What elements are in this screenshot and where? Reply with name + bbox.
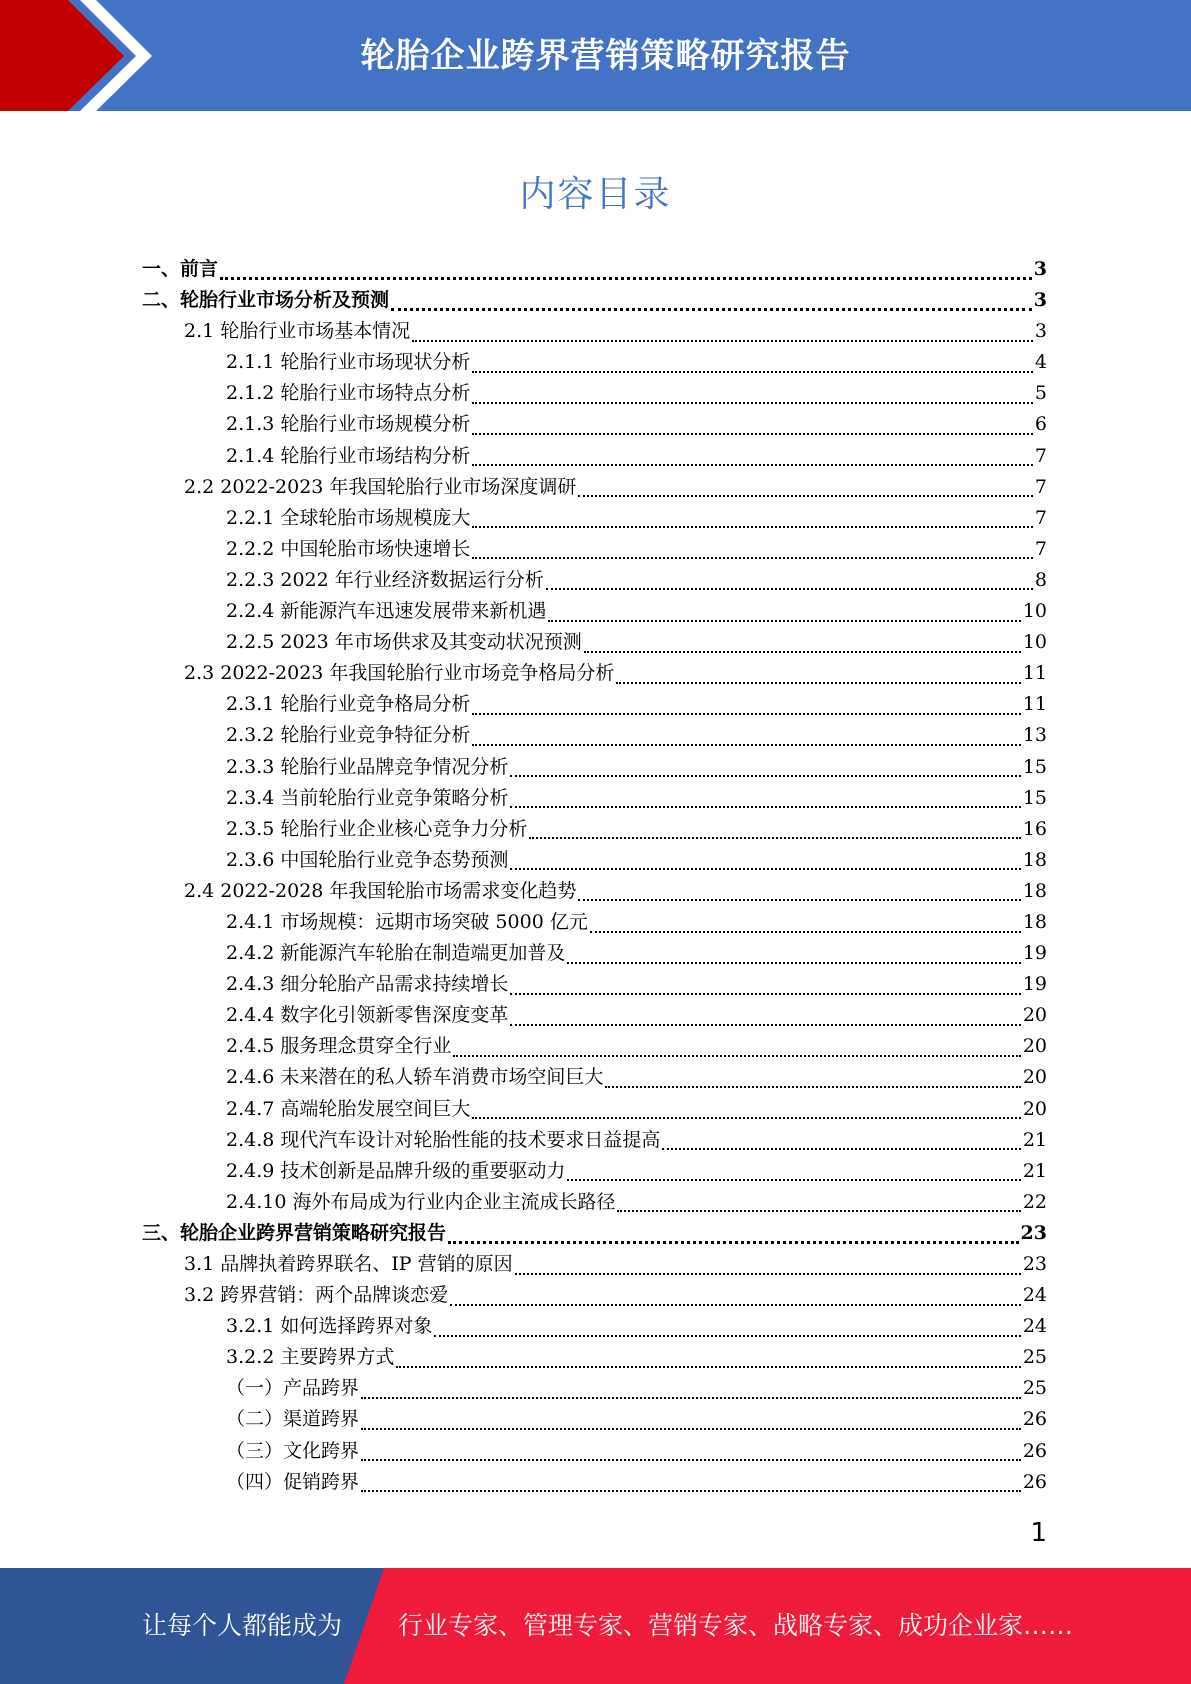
toc-entry[interactable] — [142, 783, 1047, 814]
toc-dot-leader — [578, 899, 1020, 901]
toc-entry-page: 7 — [1034, 537, 1047, 560]
toc-entry[interactable] — [142, 1187, 1047, 1218]
toc-dot-leader — [361, 1490, 1021, 1492]
toc-entry[interactable] — [142, 596, 1047, 627]
footer-slogan-right: 行业专家、管理专家、营销专家、战略专家、成功企业家…… — [398, 1611, 1074, 1640]
toc-entry[interactable] — [142, 845, 1047, 876]
toc-dot-leader — [616, 682, 1020, 684]
toc-entry-title: 二、轮胎行业市场分析及预测 — [142, 289, 390, 312]
toc-entry-title: 3.2.1 如何选择跨界对象 — [226, 1315, 433, 1338]
toc-dot-leader — [412, 340, 1033, 342]
toc-entry[interactable] — [142, 441, 1047, 472]
toc-dot-leader — [361, 1397, 1021, 1399]
toc-entry-title: （三）文化跨界 — [226, 1439, 360, 1462]
toc-entry-page: 20 — [1022, 1035, 1047, 1058]
toc-entry[interactable] — [142, 1094, 1047, 1125]
toc-entry-title: 3.2.2 主要跨界方式 — [226, 1346, 395, 1369]
toc-dot-leader — [450, 1304, 1021, 1306]
toc-entry-title: 2.1 轮胎行业市场基本情况 — [184, 320, 411, 343]
toc-dot-leader — [472, 464, 1033, 466]
toc-entry-title: 2.3.4 当前轮胎行业竞争策略分析 — [226, 786, 509, 809]
toc-entry-page: 3 — [1033, 289, 1047, 312]
toc-entry-title: 2.2 2022-2023 年我国轮胎行业市场深度调研 — [184, 475, 577, 498]
toc-dot-leader — [448, 1241, 1019, 1244]
toc-entry[interactable] — [142, 254, 1047, 285]
toc-entry[interactable] — [142, 1125, 1047, 1156]
toc-entry[interactable] — [142, 1404, 1047, 1435]
toc-dot-leader — [434, 1335, 1020, 1337]
toc-entry-title: 2.1.4 轮胎行业市场结构分析 — [226, 444, 471, 467]
toc-dot-leader — [472, 713, 1020, 715]
page-number: 1 — [1030, 1518, 1047, 1548]
toc-entry-page: 5 — [1034, 382, 1047, 405]
toc-entry-page: 23 — [1020, 1221, 1047, 1244]
toc-entry-title: 2.4.4 数字化引领新零售深度变革 — [226, 1004, 509, 1027]
toc-entry[interactable] — [142, 378, 1047, 409]
toc-entry-page: 4 — [1034, 351, 1047, 374]
toc-dot-leader — [361, 1428, 1021, 1430]
toc-entry-page: 13 — [1022, 724, 1047, 747]
toc-dot-leader — [396, 1366, 1020, 1368]
toc-entry-title: 2.3.1 轮胎行业竞争格局分析 — [226, 693, 471, 716]
toc-entry-page: 7 — [1034, 444, 1047, 467]
toc-dot-leader — [510, 775, 1020, 777]
toc-entry-page: 18 — [1022, 879, 1047, 902]
toc-entry-title: 2.4.10 海外布局成为行业内企业主流成长路径 — [226, 1190, 616, 1213]
toc-dot-leader — [617, 1210, 1020, 1212]
toc-dot-leader — [510, 1024, 1020, 1026]
toc-entry-title: 2.3.5 轮胎行业企业核心竞争力分析 — [226, 817, 528, 840]
toc-entry[interactable] — [142, 1342, 1047, 1373]
table-of-contents — [142, 254, 1047, 1498]
toc-entry[interactable] — [142, 503, 1047, 534]
toc-dot-leader — [472, 744, 1020, 746]
toc-entry-page: 24 — [1022, 1284, 1047, 1307]
toc-dot-leader — [453, 1055, 1020, 1057]
toc-entry-page: 19 — [1022, 973, 1047, 996]
toc-entry-page: 20 — [1022, 1066, 1047, 1089]
toc-entry-page: 25 — [1022, 1377, 1047, 1400]
toc-entry[interactable] — [142, 876, 1047, 907]
toc-entry-page: 6 — [1034, 413, 1047, 436]
toc-entry[interactable] — [142, 907, 1047, 938]
toc-entry-title: 2.2.2 中国轮胎市场快速增长 — [226, 537, 471, 560]
toc-entry-page: 3 — [1034, 320, 1047, 343]
toc-entry-title: 2.4.3 细分轮胎产品需求持续增长 — [226, 973, 509, 996]
toc-entry-title: 3.1 品牌执着跨界联名、IP 营销的原因 — [184, 1253, 513, 1275]
page-header — [0, 0, 1191, 111]
toc-entry-page: 16 — [1022, 817, 1047, 840]
toc-entry-page: 24 — [1022, 1315, 1047, 1338]
toc-entry[interactable] — [142, 689, 1047, 720]
toc-entry[interactable] — [142, 1156, 1047, 1187]
toc-dot-leader — [472, 371, 1033, 373]
toc-entry[interactable] — [142, 1280, 1047, 1311]
toc-dot-leader — [605, 1086, 1020, 1088]
toc-entry[interactable] — [142, 1373, 1047, 1404]
toc-entry[interactable] — [142, 316, 1047, 347]
footer-slogan-left: 让每个人都能成为 — [142, 1611, 343, 1640]
toc-entry-page: 26 — [1022, 1408, 1047, 1431]
toc-entry[interactable] — [142, 285, 1047, 316]
toc-entry[interactable] — [142, 409, 1047, 440]
toc-entry-page: 20 — [1022, 1097, 1047, 1120]
toc-entry-page: 26 — [1022, 1470, 1047, 1493]
toc-dot-leader — [510, 806, 1020, 808]
toc-entry[interactable] — [142, 814, 1047, 845]
toc-entry-page: 21 — [1022, 1159, 1047, 1182]
toc-dot-leader — [590, 931, 1021, 933]
toc-entry-title: 2.1.2 轮胎行业市场特点分析 — [226, 382, 471, 405]
toc-entry[interactable] — [142, 658, 1047, 689]
toc-entry-page: 10 — [1022, 600, 1047, 623]
toc-entry[interactable] — [142, 1249, 1047, 1280]
toc-dot-leader — [662, 1148, 1020, 1150]
toc-entry[interactable] — [142, 472, 1047, 503]
toc-dot-leader — [584, 651, 1021, 653]
toc-entry-page: 15 — [1022, 786, 1047, 809]
toc-entry-title: 2.3 2022-2023 年我国轮胎行业市场竞争格局分析 — [184, 662, 615, 685]
toc-entry-title: 2.4 2022-2028 年我国轮胎市场需求变化趋势 — [184, 879, 577, 902]
toc-dot-leader — [578, 495, 1032, 497]
toc-entry-page: 8 — [1034, 568, 1047, 591]
toc-entry-title: 三、轮胎企业跨界营销策略研究报告 — [142, 1221, 447, 1244]
toc-dot-leader — [472, 526, 1033, 528]
toc-entry-title: 2.4.8 现代汽车设计对轮胎性能的技术要求日益提高 — [226, 1128, 661, 1151]
toc-entry-title: 2.4.5 服务理念贯穿全行业 — [226, 1035, 452, 1058]
toc-entry-page: 21 — [1022, 1128, 1047, 1151]
toc-entry-page: 18 — [1022, 848, 1047, 871]
toc-entry-title: 2.2.3 2022 年行业经济数据运行分析 — [226, 568, 544, 591]
toc-dot-leader — [472, 433, 1033, 435]
toc-entry-page: 11 — [1022, 693, 1047, 716]
toc-entry-title: 2.4.6 未来潜在的私人轿车消费市场空间巨大 — [226, 1066, 604, 1089]
toc-dot-leader — [567, 962, 1020, 964]
toc-dot-leader — [515, 1273, 1021, 1275]
toc-entry-title: 2.4.1 市场规模：远期市场突破 5000 亿元 — [226, 910, 588, 933]
toc-entry[interactable] — [142, 1218, 1047, 1249]
toc-entry-title: 一、前言 — [142, 258, 219, 280]
toc-entry[interactable] — [142, 565, 1047, 596]
toc-entry-title: 3.2 跨界营销：两个品牌谈恋爱 — [184, 1284, 449, 1307]
toc-entry-title: 2.4.7 高端轮胎发展空间巨大 — [226, 1097, 471, 1120]
toc-entry-title: 2.3.6 中国轮胎行业竞争态势预测 — [226, 848, 509, 871]
toc-entry-page: 3 — [1033, 258, 1047, 280]
toc-entry-page: 26 — [1022, 1439, 1047, 1462]
toc-entry[interactable] — [142, 347, 1047, 378]
toc-entry-page: 22 — [1022, 1190, 1047, 1213]
toc-dot-leader — [220, 277, 1032, 280]
report-title: 轮胎企业跨界营销策略研究报告 — [360, 36, 851, 76]
toc-entry-page: 7 — [1034, 506, 1047, 529]
toc-entry[interactable] — [142, 534, 1047, 565]
toc-entry-title: 2.1.3 轮胎行业市场规模分析 — [226, 413, 471, 436]
toc-entry-page: 18 — [1022, 910, 1047, 933]
toc-entry-page: 20 — [1022, 1004, 1047, 1027]
toc-entry-title: 2.2.1 全球轮胎市场规模庞大 — [226, 506, 471, 529]
toc-heading: 内容目录 — [519, 174, 672, 215]
toc-entry[interactable] — [142, 627, 1047, 658]
toc-entry-page: 19 — [1022, 942, 1047, 965]
toc-dot-leader — [529, 837, 1020, 839]
page-footer — [0, 1568, 1191, 1684]
toc-entry-title: 2.1.1 轮胎行业市场现状分析 — [226, 351, 471, 374]
toc-entry[interactable] — [142, 1031, 1047, 1062]
toc-dot-leader — [472, 557, 1033, 559]
toc-entry[interactable] — [142, 1436, 1047, 1467]
toc-entry[interactable] — [142, 938, 1047, 969]
toc-dot-leader — [546, 588, 1033, 590]
toc-entry-title: 2.2.4 新能源汽车迅速发展带来新机遇 — [226, 600, 547, 623]
toc-entry-title: 2.4.9 技术创新是品牌升级的重要驱动力 — [226, 1159, 566, 1182]
toc-dot-leader — [548, 620, 1020, 622]
toc-entry[interactable] — [142, 752, 1047, 783]
toc-entry[interactable] — [142, 1467, 1047, 1498]
toc-entry-page: 11 — [1022, 662, 1047, 685]
toc-dot-leader — [472, 1117, 1020, 1119]
toc-entry-title: 2.3.3 轮胎行业品牌竞争情况分析 — [226, 755, 509, 778]
toc-entry[interactable] — [142, 969, 1047, 1000]
toc-dot-leader — [567, 1179, 1020, 1181]
toc-dot-leader — [472, 402, 1033, 404]
toc-dot-leader — [391, 308, 1032, 311]
toc-dot-leader — [361, 1459, 1021, 1461]
toc-entry-title: 2.2.5 2023 年市场供求及其变动状况预测 — [226, 631, 582, 654]
toc-entry-page: 10 — [1022, 631, 1047, 654]
toc-dot-leader — [510, 993, 1020, 995]
toc-entry-page: 23 — [1022, 1253, 1047, 1275]
toc-entry-page: 7 — [1034, 475, 1047, 498]
toc-entry-title: 2.3.2 轮胎行业竞争特征分析 — [226, 724, 471, 747]
toc-entry-title: （一）产品跨界 — [226, 1377, 360, 1400]
toc-entry[interactable] — [142, 1062, 1047, 1093]
toc-dot-leader — [510, 868, 1020, 870]
toc-entry-title: （四）促销跨界 — [226, 1470, 360, 1493]
toc-entry[interactable] — [142, 720, 1047, 751]
toc-entry[interactable] — [142, 1311, 1047, 1342]
toc-entry[interactable] — [142, 1000, 1047, 1031]
toc-entry-title: （二）渠道跨界 — [226, 1408, 360, 1431]
toc-entry-page: 15 — [1022, 755, 1047, 778]
toc-entry-page: 25 — [1022, 1346, 1047, 1369]
toc-entry-title: 2.4.2 新能源汽车轮胎在制造端更加普及 — [226, 942, 566, 965]
